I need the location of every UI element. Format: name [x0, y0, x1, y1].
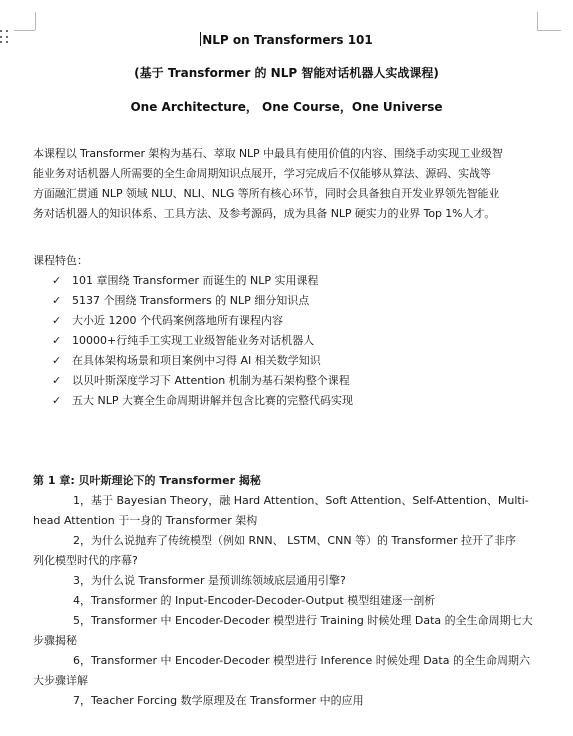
list-item	[33, 651, 548, 691]
feature-text: 5137 个围绕 Transformers 的 NLP 细分知识点	[72, 294, 310, 307]
feature-text: 101 章围绕 Transformer 而诞生的 NLP 实用课程	[72, 274, 319, 287]
list-item	[33, 491, 548, 531]
crop-mark-top-left	[35, 12, 36, 30]
intro-line: 本课程以 Transformer 架构为基石、萃取 NLP 中最具有使用价值的内容、围绕手动实现工业级智	[33, 147, 503, 160]
chapter-item-line: 1，基于 Bayesian Theory，融 Hard Attention、Soft Attention、Self-Attention、Multi-	[73, 494, 529, 507]
document-title-text: NLP on Transformers 101	[202, 33, 373, 47]
feature-text: 在具体架构场景和项目案例中习得 AI 相关数学知识	[72, 354, 321, 367]
feature-text: 10000+行纯手工实现工业级智能业务对话机器人	[72, 334, 315, 347]
intro-line: 务对话机器人的知识体系、工具方法、及参考源码，成为具备 NLP 硬实力的业界 Top 1%人才。	[33, 207, 496, 220]
chapter-item-line: 2，为什么说抛弃了传统模型（例如 RNN、 LSTM、CNN 等）的 Transformer 拉开了非序	[73, 534, 517, 547]
list-item	[52, 331, 353, 351]
check-icon: ✓	[52, 314, 62, 327]
chapter-item-line: 7，Teacher Forcing 数学原理及在 Transformer 中的应用	[73, 694, 364, 707]
crop-mark-top-left	[14, 30, 35, 31]
check-icon: ✓	[52, 334, 62, 347]
chapter-item-line: 3，为什么说 Transformer 是预训练领域底层通用引擎?	[73, 574, 346, 587]
check-icon: ✓	[52, 394, 62, 407]
document-subtitle: (基于 Transformer 的 NLP 智能对话机器人实战课程)	[134, 66, 439, 80]
chapter-item-line: 大步骤详解	[33, 674, 88, 687]
list-item	[52, 291, 353, 311]
feature-text: 大小近 1200 个代码案例落地所有课程内容	[72, 314, 283, 327]
chapter-item-line: 步骤揭秘	[33, 634, 77, 647]
intro-line: 能业务对话机器人所需要的全生命周期知识点展开，学习完成后不仅能够从算法、源码、实战等	[33, 167, 491, 180]
intro-line: 方面融汇贯通 NLP 领域 NLU、NLI、NLG 等所有核心环节，同时会具备独自开发业界领先智能业	[33, 187, 500, 200]
document-tagline: One Architecture， One Course，One Universe	[130, 100, 443, 114]
features-label: 课程特色：	[33, 254, 88, 267]
chapter-items	[33, 491, 548, 711]
intro-paragraph	[33, 144, 548, 224]
document-title[interactable]	[0, 32, 573, 47]
check-icon: ✓	[52, 294, 62, 307]
feature-text: 以贝叶斯深度学习下 Attention 机制为基石架构整个课程	[72, 374, 350, 387]
list-item	[52, 391, 353, 411]
check-icon: ✓	[52, 374, 62, 387]
feature-text: 五大 NLP 大赛全生命周期讲解并包含比赛的完整代码实现	[72, 394, 353, 407]
chapter-item-line: 4，Transformer 的 Input-Encoder-Decoder-Output 模型组建逐一剖析	[73, 594, 436, 607]
check-icon: ✓	[52, 354, 62, 367]
crop-mark-top-right	[537, 30, 561, 31]
list-item	[52, 371, 353, 391]
chapter-item-line: 6，Transformer 中 Encoder-Decoder 模型进行 Inference 时候处理 Data 的全生命周期六	[73, 654, 530, 667]
check-icon: ✓	[52, 274, 62, 287]
list-item	[52, 271, 353, 291]
list-item	[33, 571, 548, 591]
features-list	[52, 271, 353, 411]
list-item	[33, 591, 548, 611]
list-item	[33, 531, 548, 571]
chapter-item-line: 列化模型时代的序幕?	[33, 554, 138, 567]
chapter-item-line: head Attention 于一身的 Transformer 架构	[33, 514, 258, 527]
list-item	[33, 691, 548, 711]
list-item	[52, 351, 353, 371]
chapter-item-line: 5，Transformer 中 Encoder-Decoder 模型进行 Training 时候处理 Data 的全生命周期七大	[73, 614, 533, 627]
list-item	[52, 311, 353, 331]
crop-mark-top-right	[537, 12, 538, 30]
list-item	[33, 611, 548, 651]
chapter-heading: 第 1 章: 贝叶斯理论下的 Transformer 揭秘	[33, 474, 261, 487]
